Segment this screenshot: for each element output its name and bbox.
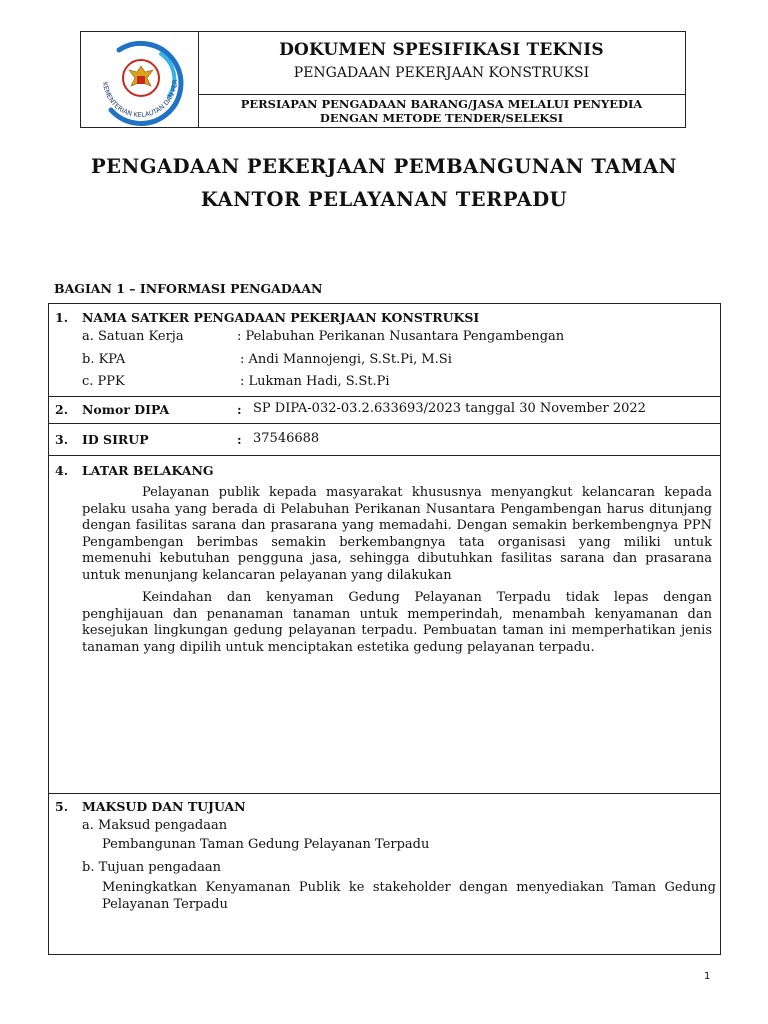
- tujuan-text: Meningkatkan Kenyamanan Publik ke stakeholder dengan menyediakan Taman Gedung Pelayanan Terpadu: [102, 880, 716, 912]
- section-5-number: 5.: [55, 799, 69, 814]
- section-1-box: [48, 303, 721, 397]
- section-2-box: [48, 396, 721, 424]
- latar-belakang-heading: LATAR BELAKANG: [82, 463, 214, 478]
- id-sirup-label: ID SIRUP: [82, 432, 149, 447]
- ppk-value: : Lukman Hadi, S.St.Pi: [240, 374, 390, 389]
- kkp-logo: [81, 32, 198, 127]
- section-1-number: 1.: [55, 310, 69, 325]
- ppk-label: c. PPK: [82, 374, 125, 389]
- section-3-box: [48, 423, 721, 456]
- tujuan-text-block: [102, 880, 716, 913]
- nomor-dipa-value: SP DIPA-032-03.2.633693/2023 tanggal 30 November 2022: [253, 401, 646, 416]
- page-number: 1: [704, 971, 711, 982]
- satuan-kerja-value: : Pelabuhan Perikanan Nusantara Pengambengan: [237, 329, 565, 344]
- doc-subtitle: PENGADAAN PEKERJAAN KONSTRUKSI: [293, 65, 590, 81]
- kpa-label: b. KPA: [82, 352, 126, 367]
- section-1-heading: NAMA SATKER PENGADAAN PEKERJAAN KONSTRUKSI: [82, 310, 480, 325]
- doc-title: DOKUMEN SPESIFIKASI TEKNIS: [279, 40, 604, 60]
- tujuan-label: b. Tujuan pengadaan: [82, 860, 221, 875]
- document-header: [80, 31, 686, 128]
- logo-shield: [137, 76, 145, 84]
- latar-belakang-text: [82, 485, 712, 656]
- section-2-number: 2.: [55, 402, 69, 417]
- section-4-box: [48, 455, 721, 794]
- logo-ring-text: KEMENTERIAN KELAUTAN DAN PER: [101, 79, 180, 120]
- header-sub-cell: [198, 94, 685, 127]
- main-title-line-1: PENGADAAN PEKERJAAN PEMBANGUNAN TAMAN: [91, 155, 677, 178]
- header-sub-line-2: DENGAN METODE TENDER/SELEKSI: [319, 111, 564, 125]
- maksud-label: a. Maksud pengadaan: [82, 818, 228, 833]
- id-sirup-colon: :: [237, 432, 242, 447]
- maksud-tujuan-heading: MAKSUD DAN TUJUAN: [82, 799, 246, 814]
- section-3-number: 3.: [55, 432, 69, 447]
- main-title: [40, 150, 728, 216]
- nomor-dipa-label: Nomor DIPA: [82, 402, 170, 417]
- section-4-number: 4.: [55, 463, 69, 478]
- satuan-kerja-label: a. Satuan Kerja: [82, 329, 184, 344]
- id-sirup-value: 37546688: [253, 431, 320, 446]
- section-5-box: [48, 793, 721, 955]
- main-title-line-2: KANTOR PELAYANAN TERPADU: [200, 188, 568, 211]
- bagian-label: BAGIAN 1 – INFORMASI PENGADAAN: [54, 281, 323, 296]
- latar-belakang-paragraph-2: Keindahan dan kenyaman Gedung Pelayanan Terpadu tidak lepas dengan penghijauan dan penanaman tanaman untuk memperindah, menambah kenyamanan dan kesejukan lingkungan gedung pelayanan terpadu. Pembuatan taman ini memperhatikan jenis tanaman yang dipilih untuk menciptakan estetika gedung pelayanan terpadu.: [82, 590, 712, 655]
- logo-cell: [81, 32, 199, 127]
- header-sub-line-1: PERSIAPAN PENGADAAN BARANG/JASA MELALUI PENYEDIA: [240, 97, 643, 111]
- latar-belakang-paragraph-1: Pelayanan publik kepada masyarakat khususnya menyangkut kelancaran kepada pelaku usaha yang berada di Pelabuhan Perikanan Nusantara Pengambengan harus ditunjang dengan fasilitas sarana dan prasarana yang memadahi. Dengan semakin berkembengnya PPN Pengambengan berimbas semakin berkembangnya tata organisasi yang miliki untuk memenuhi kebutuhan pengguna jasa, sehingga dibutuhkan fasilitas sarana dan prasarana untuk menunjang kelancaran pelayanan yang dilakukan: [82, 485, 712, 583]
- kpa-value: : Andi Mannojengi, S.St.Pi, M.Si: [240, 352, 452, 367]
- header-title-cell: [198, 32, 685, 95]
- nomor-dipa-colon: :: [237, 402, 242, 417]
- maksud-text: Pembangunan Taman Gedung Pelayanan Terpadu: [102, 837, 430, 852]
